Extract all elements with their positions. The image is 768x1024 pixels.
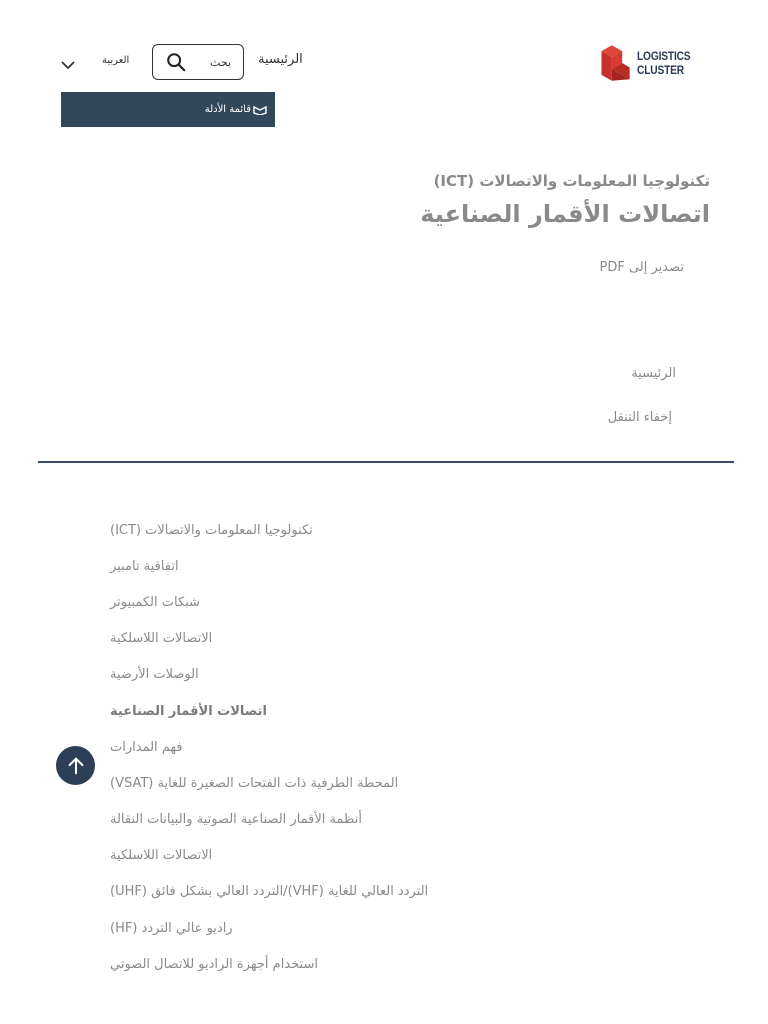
export-pdf-link[interactable]: تصدير إلى PDF: [599, 260, 684, 275]
search-button[interactable]: [152, 44, 244, 80]
guides-menu-button[interactable]: [61, 92, 275, 127]
menu-item[interactable]: الاتصالات اللاسلكية: [110, 631, 213, 647]
logo-line-2: CLUSTER: [637, 63, 685, 77]
menu-item[interactable]: المحطة الطرفية ذات الفتحات الصغيرة للغاية (VSAT): [110, 775, 399, 791]
scroll-to-top-button[interactable]: [56, 746, 95, 785]
menu-item[interactable]: أنظمة الأقمار الصناعية الصوتية والبيانات النقالة: [110, 812, 362, 828]
menu-item[interactable]: شبكات الكمبيوتر: [110, 594, 200, 610]
menu-item-active[interactable]: اتصالات الأقمار الصناعية: [110, 703, 267, 719]
guides-menu-label: قائمة الأدلة: [204, 104, 251, 115]
menu-item[interactable]: فهم المدارات: [110, 739, 183, 755]
menu-item[interactable]: تكنولوجيا المعلومات والاتصالات (ICT): [110, 522, 313, 538]
search-label: بحث: [210, 55, 231, 69]
menu-item[interactable]: الوصلات الأرضية: [110, 667, 199, 683]
logo-line-1: LOGISTICS: [637, 49, 691, 63]
menu-item[interactable]: اتفاقية تامبير: [110, 558, 179, 574]
menu-item[interactable]: استخدام أجهزة الراديو للاتصال الصوتي: [110, 956, 318, 972]
section-title: تكنولوجيا المعلومات والاتصالات (ICT): [433, 172, 710, 190]
logistics-cluster-logo[interactable]: [600, 38, 700, 88]
hide-navigation-link[interactable]: إخفاء التنقل: [607, 410, 672, 425]
menu-item[interactable]: الاتصالات اللاسلكية: [110, 848, 213, 864]
divider: [38, 461, 734, 463]
sidebar-home-link[interactable]: الرئيسية: [631, 366, 676, 381]
guide-navigation-list: [110, 512, 710, 982]
menu-item[interactable]: راديو عالي التردد (HF): [110, 920, 233, 936]
chevron-down-icon[interactable]: [60, 56, 76, 75]
nav-home-link[interactable]: الرئيسية: [258, 52, 303, 67]
search-icon: [165, 51, 187, 73]
language-selector[interactable]: العربية: [102, 55, 130, 66]
book-icon: [253, 105, 267, 115]
arrow-up-icon: [65, 755, 87, 777]
logo-mark-icon: [600, 39, 631, 87]
logo-text: [637, 49, 690, 77]
page-title: اتصالات الأقمار الصناعية: [420, 200, 710, 228]
menu-item[interactable]: التردد العالي للغاية (VHF)/التردد العالي بشكل فائق (UHF): [110, 884, 429, 900]
